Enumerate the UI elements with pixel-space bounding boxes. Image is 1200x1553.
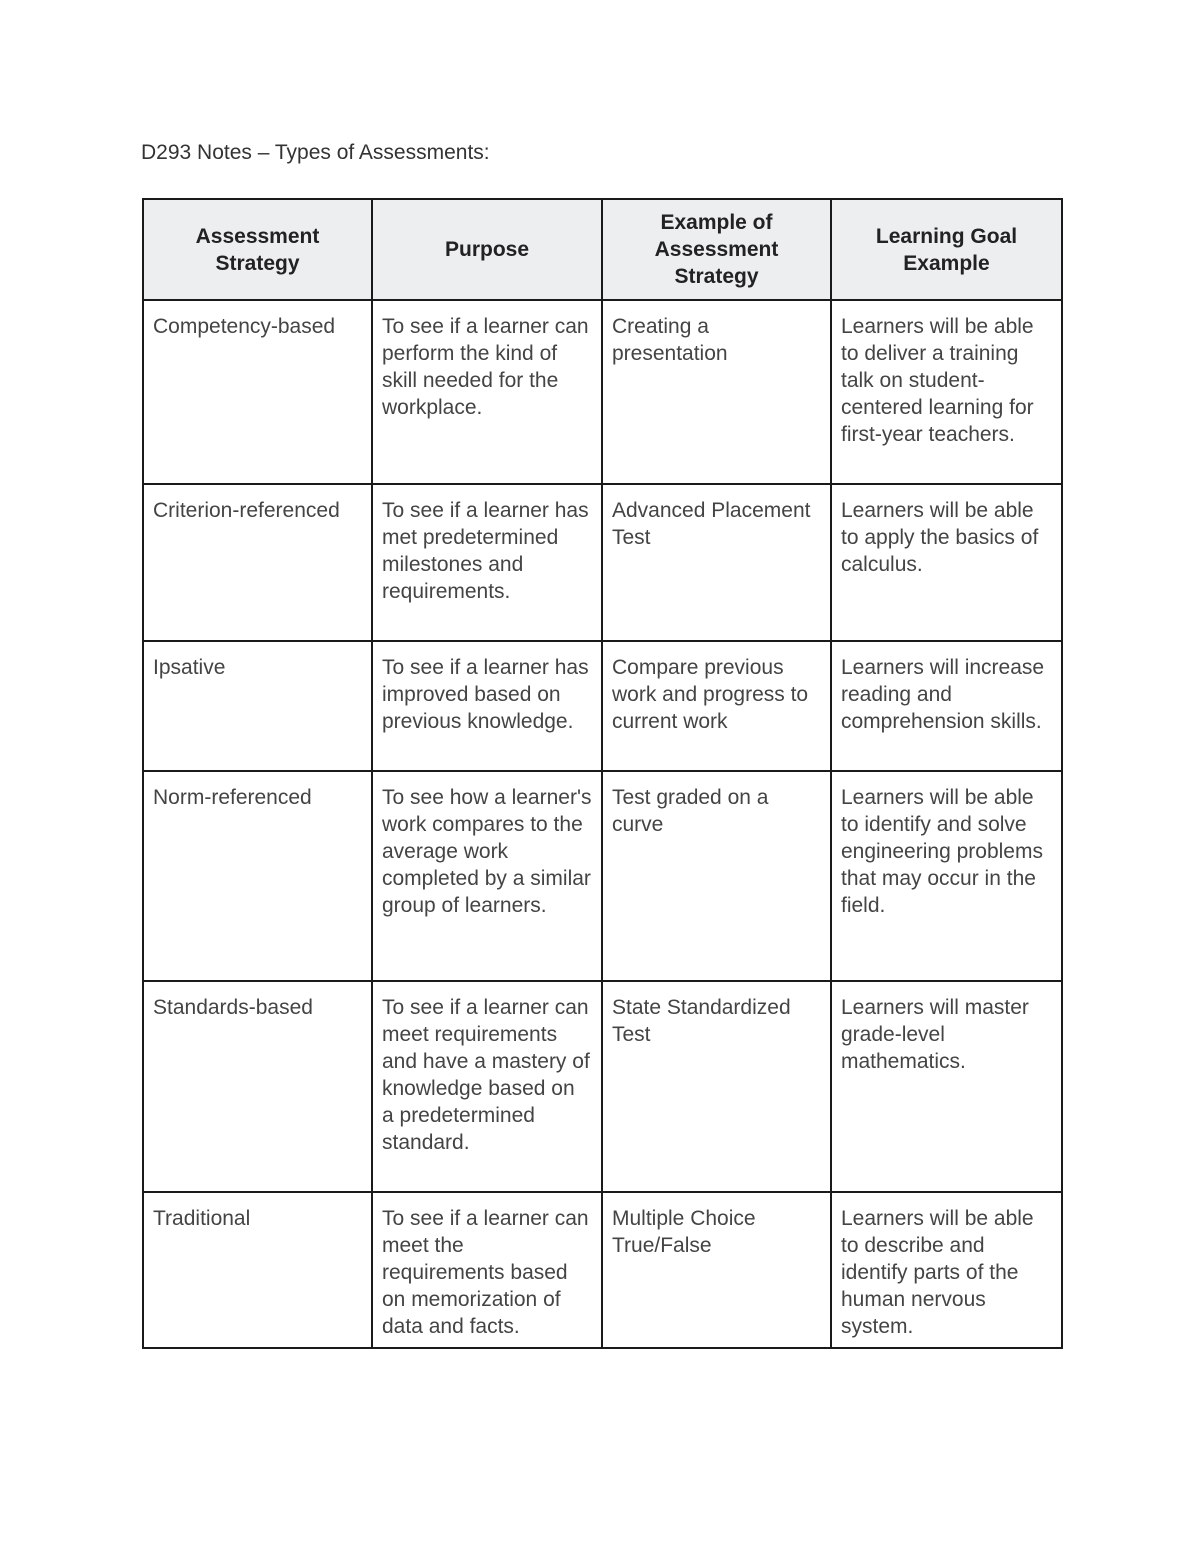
cell-learning-goal: Learners will increase reading and comprehension skills. [831,641,1062,771]
cell-learning-goal: Learners will be able to apply the basics of calculus. [831,484,1062,641]
cell-example: Creating a presentation [602,300,831,484]
cell-learning-goal: Learners will master grade-level mathematics. [831,981,1062,1192]
cell-purpose: To see how a learner's work compares to the average work completed by a similar group of learners. [372,771,602,981]
table-row [143,771,1062,981]
cell-learning-goal: Learners will be able to describe and identify parts of the human nervous system. [831,1192,1062,1348]
table-row [143,641,1062,771]
cell-purpose: To see if a learner has improved based on previous knowledge. [372,641,602,771]
cell-learning-goal: Learners will be able to identify and solve engineering problems that may occur in the field. [831,771,1062,981]
table-row [143,300,1062,484]
cell-strategy: Norm-referenced [143,771,372,981]
table-row [143,981,1062,1192]
cell-purpose: To see if a learner can meet the requirements based on memorization of data and facts. [372,1192,602,1348]
cell-example: Test graded on a curve [602,771,831,981]
cell-strategy: Standards-based [143,981,372,1192]
header-purpose: Purpose [372,199,602,300]
header-row [143,199,1062,300]
cell-purpose: To see if a learner has met predetermined milestones and requirements. [372,484,602,641]
cell-example: Multiple Choice True/False [602,1192,831,1348]
cell-learning-goal: Learners will be able to deliver a training talk on student-centered learning for first-year teachers. [831,300,1062,484]
cell-purpose: To see if a learner can perform the kind of skill needed for the workplace. [372,300,602,484]
table-row [143,484,1062,641]
cell-strategy: Criterion-referenced [143,484,372,641]
header-assessment-strategy: Assessment Strategy [143,199,372,300]
cell-example: State Standardized Test [602,981,831,1192]
assessment-table [142,198,1063,1349]
cell-strategy: Traditional [143,1192,372,1348]
cell-strategy: Competency-based [143,300,372,484]
cell-example: Compare previous work and progress to current work [602,641,831,771]
cell-strategy: Ipsative [143,641,372,771]
page-title: D293 Notes – Types of Assessments: [141,141,490,164]
cell-example: Advanced Placement Test [602,484,831,641]
header-learning-goal: Learning Goal Example [831,199,1062,300]
table-row [143,1192,1062,1348]
cell-purpose: To see if a learner can meet requirements and have a mastery of knowledge based on a predetermined standard. [372,981,602,1192]
header-example: Example of Assessment Strategy [602,199,831,300]
